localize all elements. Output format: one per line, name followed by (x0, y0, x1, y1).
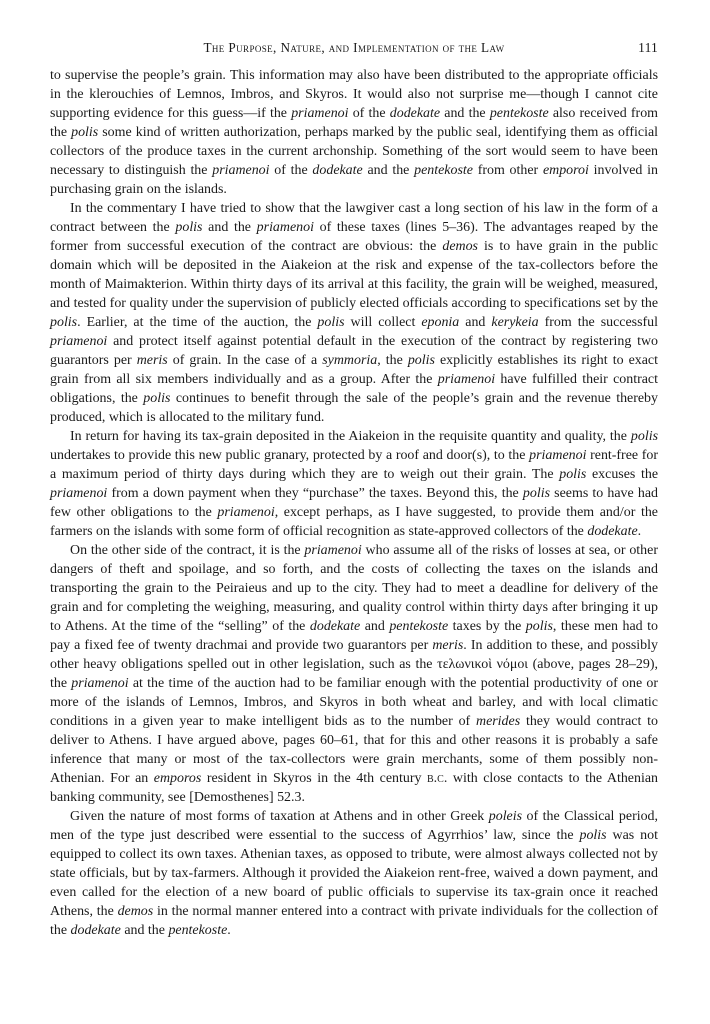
italic-term: poleis (488, 809, 523, 824)
paragraph (50, 541, 658, 807)
italic-term: priamenoi (304, 543, 362, 558)
italic-term: demos (117, 904, 154, 919)
text-run: On the other side of the contract, it is the (70, 543, 305, 558)
text-run: resident in Skyros in the 4th century (201, 771, 427, 786)
italic-term: polis (559, 467, 587, 482)
running-head (50, 40, 658, 62)
text-run: Given the nature of most forms of taxation at Athens and in other Greek (70, 809, 489, 824)
text-run: in the normal manner entered into a contract with private individuals for the collection of the (50, 904, 658, 938)
italic-term: polis (143, 391, 171, 406)
text-run: and (360, 619, 390, 634)
italic-term: polis (525, 619, 553, 634)
italic-term: polis (50, 315, 78, 330)
italic-term: polis (579, 828, 607, 843)
text-run: and (459, 315, 492, 330)
text-run: to supervise the people’s grain. This information may also have been distributed to the appropriate officials in the klerouchies of Lemnos, Imbros, and Skyros. It would also not surprise me—though I cannot cite supporting evidence for this guess—if the (50, 68, 658, 121)
text-run: In return for having its tax-grain deposited in the Aiakeion in the requisite quantity and quality, the (70, 429, 631, 444)
paragraph (50, 66, 658, 199)
body-text (50, 66, 658, 940)
italic-term: demos (442, 239, 478, 254)
italic-term: polis (175, 220, 203, 235)
italic-term: polis (407, 353, 435, 368)
text-run: and the (440, 106, 490, 121)
text-run: explicitly establishes its right to exact grain from all six members individually and as a group. After the (50, 353, 658, 387)
text-run: seems to have had few other obligations to the (50, 486, 659, 520)
text-run: at the time of the auction had to be familiar enough with the potential productivity of one or more of the islands of Lemnos, Imbros, and Skyros in both wheat and barley, and with local climatic conditions in a given year to make intelligent bids as to the number of (50, 676, 659, 729)
paragraph (50, 199, 658, 427)
italic-term: priamenoi (71, 676, 129, 691)
italic-term: emporos (153, 771, 202, 786)
text-run: and the (120, 923, 169, 938)
italic-term: priamenoi (212, 163, 270, 178)
text-run: , except perhaps, as I have suggested, to provide them and/or the farmers on the islands with some form of official recognition as state-approved collectors of the (50, 505, 658, 539)
italic-term: polis (71, 125, 99, 140)
italic-term: priamenoi (529, 448, 587, 463)
text-run: will collect (344, 315, 422, 330)
text-run: from the successful (538, 315, 658, 330)
italic-term: priamenoi (217, 505, 275, 520)
italic-term: pentekoste (489, 106, 549, 121)
text-run: have fulfilled their contract obligations, the (50, 372, 658, 406)
text-run: was not equipped to collect its own taxes. Athenian taxes, as opposed to tribute, were almost always collected not by state officials, but by tax-farmers. Although it provided the Aiakeion rent-free, waived a down payment, and even called for the election of a new board of public officials to supervise its tax-grain once it reached Athens, the (50, 828, 658, 919)
text-run: and protect itself against potential default in the execution of the contract by registering two guarantors per (50, 334, 658, 368)
italic-term: dodekate (309, 619, 361, 634)
text-run: some kind of written authorization, perhaps marked by the public seal, identifying them as official collectors of the produce taxes in the current archonship. Something of the sort would seem to have been necessary to distinguish the (50, 125, 659, 178)
italic-term: dodekate (70, 923, 121, 938)
italic-term: dodekate (587, 524, 638, 539)
italic-term: priamenoi (291, 106, 349, 121)
text-run: continues to benefit through the sale of the people’s grain and the revenue thereby produced, which is allocated to the military fund. (50, 391, 658, 425)
italic-term: eponia (421, 315, 460, 330)
italic-term: priamenoi (50, 486, 108, 501)
text-run: who assume all of the risks of losses at sea, or other dangers of theft and spoilage, and so forth, and the costs of collecting the taxes on the islands and transporting the grain to the Peiraieus and up to the city. They had to meet a deadline for delivery of the grain and for completing the weighing, measuring, and quality control within thirty days after bringing it up to Athens. At the time of the “selling” of the (50, 543, 658, 634)
text-run: is to have grain in the public domain which will be deposited in the Aiakeion at the risk and expense of the tax-collectors before the month of Maimakterion. Within thirty days of its arrival at this facility, the grain will be weighed, measured, and tested for quality under the supervision of publicly elected officials according to specifications set by the (50, 239, 658, 311)
text-run: of grain. In the case of a (167, 353, 323, 368)
text-run: of the Classical period, men of the type just described were essential to the success of Agyrrhios’ law, since the (50, 809, 658, 843)
text-run: and the (362, 163, 415, 178)
italic-term: priamenoi (437, 372, 496, 387)
text-run: of these taxes (lines 5–36). The advantages reaped by the former from successful execution of the contract are obvious: the (50, 220, 659, 254)
text-run: undertakes to provide this new public granary, protected by a roof and door(s), to the (50, 448, 530, 463)
italic-term: pentekoste (389, 619, 449, 634)
text-run: excuses the (586, 467, 659, 482)
text-run: from other (472, 163, 543, 178)
paragraph (50, 427, 658, 541)
text-run: with close contacts to the Athenian banking community, see [Demosthenes] 52.3. (50, 771, 658, 805)
text-run: also received from the (50, 106, 659, 140)
page-number: 111 (638, 40, 658, 55)
italic-term: dodekate (389, 106, 441, 121)
text-run: , the (377, 353, 408, 368)
text-run: . (227, 923, 231, 938)
text-run: of the (269, 163, 313, 178)
paragraph (50, 807, 658, 940)
text-run: rent-free for a maximum period of thirty days during which they are to weigh out their grain. The (50, 448, 658, 482)
italic-term: polis (317, 315, 345, 330)
text-run: from a down payment when they “purchase” the taxes. Beyond this, the (107, 486, 523, 501)
italic-term: priamenoi (50, 334, 108, 349)
text-run: they would contract to deliver to Athens. I have argued above, pages 60–61, that for this and other reasons it is probably a safe inference that many or most of the tax-collectors were grain merchants, some of them possibly non-Athenian. For an (50, 714, 658, 786)
italic-term: polis (630, 429, 658, 444)
italic-term: dodekate (312, 163, 363, 178)
text-run: and the (202, 220, 257, 235)
text-run: . Earlier, at the time of the auction, the (77, 315, 318, 330)
text-run: In the commentary I have tried to show that the lawgiver cast a long section of his law in the form of a contract between the (50, 201, 658, 235)
italic-term: polis (522, 486, 551, 501)
book-page (50, 40, 658, 940)
text-run: involved in purchasing grain on the islands. (50, 163, 658, 197)
italic-term: symmoria (322, 353, 378, 368)
italic-term: merides (476, 714, 521, 729)
italic-term: meris (136, 353, 168, 368)
text-run: , these men had to pay a fixed fee of twenty drachmai and provide two guarantors per (50, 619, 658, 653)
small-caps-text: b.c. (427, 771, 448, 786)
italic-term: pentekoste (168, 923, 228, 938)
running-title: The Purpose, Nature, and Implementation of the Law (203, 40, 505, 55)
text-run: taxes by the (448, 619, 526, 634)
text-run: . In addition to these, and possibly other heavy obligations spelled out in other legislation, such as the τελωνικοὶ νόμοι (above, pages 28–29), the (50, 638, 658, 691)
italic-term: meris (432, 638, 464, 653)
italic-term: pentekoste (414, 163, 473, 178)
italic-term: priamenoi (256, 220, 314, 235)
italic-term: emporoi (542, 163, 589, 178)
text-run: of the (348, 106, 390, 121)
text-run: . (637, 524, 642, 539)
italic-term: kerykeia (491, 315, 539, 330)
